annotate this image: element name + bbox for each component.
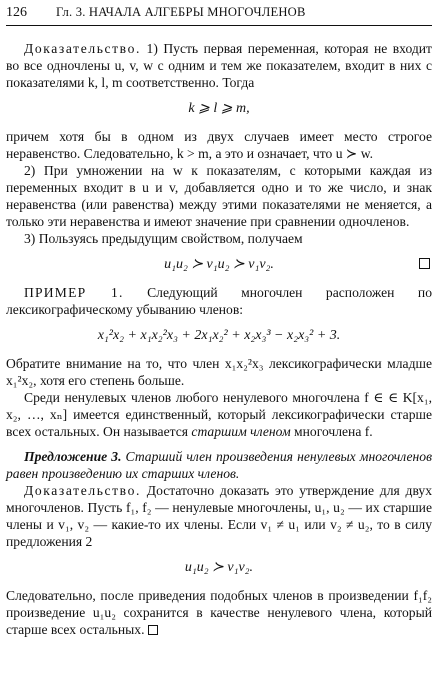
page-number: 126: [6, 5, 27, 20]
paragraph-leading-term-def: [6, 389, 432, 440]
formula-polynomial: x₁²x₂ + x₁x₂²x₃ + 2x₁x₂² + x₂x₃³ − x₂x₃² + 3.: [97, 328, 341, 343]
example-text: Следующий многочлен расположен по лексикографическому убыванию членов:: [6, 285, 432, 317]
example-label: ПРИМЕР 1.: [24, 285, 124, 300]
paragraph-note-degree: Обратите внимание на то, что член x₁x₂²x₃ лексикографически младше x₁²x₂, хотя его степень больше.: [6, 356, 432, 388]
formula-inequality-klm: k ⩾ l ⩾ m,: [188, 101, 250, 116]
running-header: [6, 0, 432, 26]
proof-paragraph-2: [6, 482, 432, 550]
proof-text-2: Достаточно доказать это утверждение для двух многочленов. Пусть f₁, f₂ — ненулевые многочлены, u₁, u₂ — их старшие члены и v₁, v₂ — какие-то их члены. Если v₁ ≠ u₁ или v₂ ≠ u₂, то в силу предложения 2: [6, 483, 432, 549]
proof-label-2: Доказательство.: [24, 483, 142, 498]
proof-text-1: 1) Пусть первая переменная, которая не входит во все одночлены u, v, w с одним и тем же показателем, входит в них с показателями k, l, m соответственно. Тогда: [6, 41, 432, 90]
conclusion-text: Следовательно, после приведения подобных членов в произведении f₁f₂ произведение u₁u₂ сохранится в качестве ненулевого члена, который старше всех остальных.: [6, 588, 432, 637]
spacer: [6, 440, 432, 448]
example-paragraph: [6, 284, 432, 318]
proof-label: Доказательство.: [24, 41, 142, 56]
page-body: [6, 40, 432, 638]
qed-square-icon: [419, 258, 430, 269]
paragraph-previous-property: 3) Пользуясь предыдущим свойством, получаем: [24, 231, 303, 246]
formula-product-chain: [6, 256, 432, 273]
qed-square-icon-end: [148, 625, 158, 635]
proposition-statement: Старший член произведения ненулевых многочленов равен произведению их старших членов.: [6, 449, 432, 481]
paragraph-multiplication: 2) При умножении на w к показателям, с которыми каждая из переменных входит в u и v, добавляется одно и то же число, и знак неравенства (или равенства) между этими показателями не меняется, а только эти неравенства и имеют значение при сравнении одночленов.: [6, 163, 432, 229]
proposition-title: Предложение 3.: [24, 449, 122, 464]
formula-leading-product: u₁u₂ ≻ v₁v₂.: [184, 560, 254, 575]
formula-product-chain-text: u₁u₂ ≻ v₁u₂ ≻ v₁v₂.: [164, 257, 274, 272]
def-text: Среди ненулевых членов любого ненулевого многочлена f ∈ ∈ K[x₁, x₂, …, xₙ] имеется единственный, который лексикографически старше всех остальных. Он называется: [6, 390, 432, 439]
proposition-3: [6, 448, 432, 482]
paragraph-strict-inequality: причем хотя бы в одном из двух случаев имеет место строгое неравенство. Следовательно, k > m, а это и означает, что u ≻ w.: [6, 129, 432, 161]
def-end: многочлена f.: [290, 424, 373, 439]
proof-paragraph-1: [6, 40, 432, 91]
paragraph-conclusion: [6, 587, 432, 638]
chapter-title: Гл. 3. НАЧАЛА АЛГЕБРЫ МНОГОЧЛЕНОВ: [56, 5, 306, 19]
def-term: старшим членом: [191, 424, 291, 439]
